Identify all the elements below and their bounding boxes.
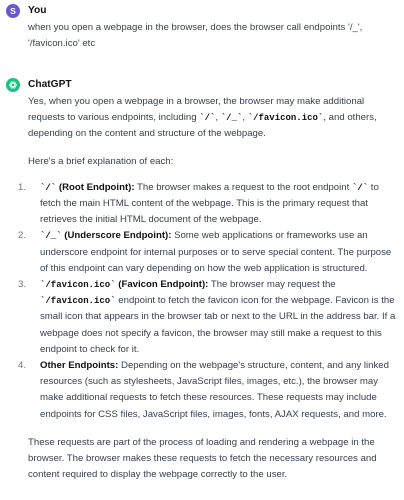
list-item-text: Some web applications or frameworks use an underscore endpoint for internal purposes or to serve special content. The purpose of this endpoint can vary depending on how the web application is structured. [40,230,392,274]
endpoint-list [18,180,400,423]
openai-logo-glyph [8,80,18,90]
user-message-content [28,20,400,52]
list-item [18,277,400,358]
list-item [18,180,400,229]
list-item-text: The browser makes a request to the root endpoint [134,181,352,193]
closing-paragraph: These requests are part of the process of loading and rendering a webpage in the browser. The browser makes these requests to fetch the necessary resources and content required to display the webpage correctly to the user. [28,436,377,481]
intro-text-1: Yes, when you open a webpage in a browser, the browser may make additional requests to various endpoints, including [28,96,365,124]
list-item [18,228,400,277]
assistant-sender-name: ChatGPT [28,79,72,90]
intro-code-underscore: `/_` [220,113,243,124]
user-message-line1: when you open a webpage in the browser, does the browser call endpoints '/_', [28,22,363,33]
intro-text-2: , [215,112,221,124]
intro-text-4: , and others, depending on the content and structure of the webpage. [28,112,377,140]
user-sender-name: You [28,5,47,16]
list-item-title: (Underscore Endpoint): [61,230,172,242]
list-item-title: Other Endpoints: [40,360,119,372]
intro-text-3: , [242,112,248,124]
list-item-title: (Root Endpoint): [56,181,135,193]
assistant-message-content [18,94,400,483]
openai-logo-icon [6,78,20,92]
list-item-text: Depending on the webpage's structure, content, and any linked resources (such as stylesheets, JavaScript files, images, etc.), the browser may make additional requests to fetch these resources. These requests may include endpoints for CSS files, JavaScript files, images, fonts, AJAX requests, and more. [40,360,389,420]
list-item-number: 4. [18,360,27,372]
intro-code-root: `/` [199,113,216,124]
list-item-number: 2. [18,230,27,242]
list-item-text: endpoint to fetch the favicon icon for the webpage. Favicon is the small icon that appears in the browser tab or next to the URL in the address bar. If a webpage does not specify a favicon, the browser may still make a request to this endpoint to check for it. [40,295,396,355]
user-avatar-letter: S [10,6,16,16]
list-item-text: The browser may request the [208,279,336,291]
list-item-code: `/_` [40,231,62,242]
list-item-number: 3. [18,279,27,291]
list-item-inline-code: `/` [351,182,369,193]
user-message-line2: '/favicon.ico' etc [28,38,96,50]
intro-code-favicon: `/favicon.ico` [247,113,324,124]
list-item-text: to fetch the main HTML content of the webpage. This is the primary request that retrieves the initial HTML document of the webpage. [40,181,379,226]
list-item-number: 1. [18,181,27,193]
explain-heading: Here's a brief explanation of each: [28,155,174,167]
list-item-code: `/` [40,182,57,193]
list-item [18,358,400,423]
list-item-code: `/favicon.ico` [40,280,116,291]
list-item-inline-code: `/favicon.ico` [40,296,116,307]
intro-paragraph [28,94,400,143]
user-avatar [6,4,20,18]
list-item-title: (Favicon Endpoint): [115,279,209,291]
